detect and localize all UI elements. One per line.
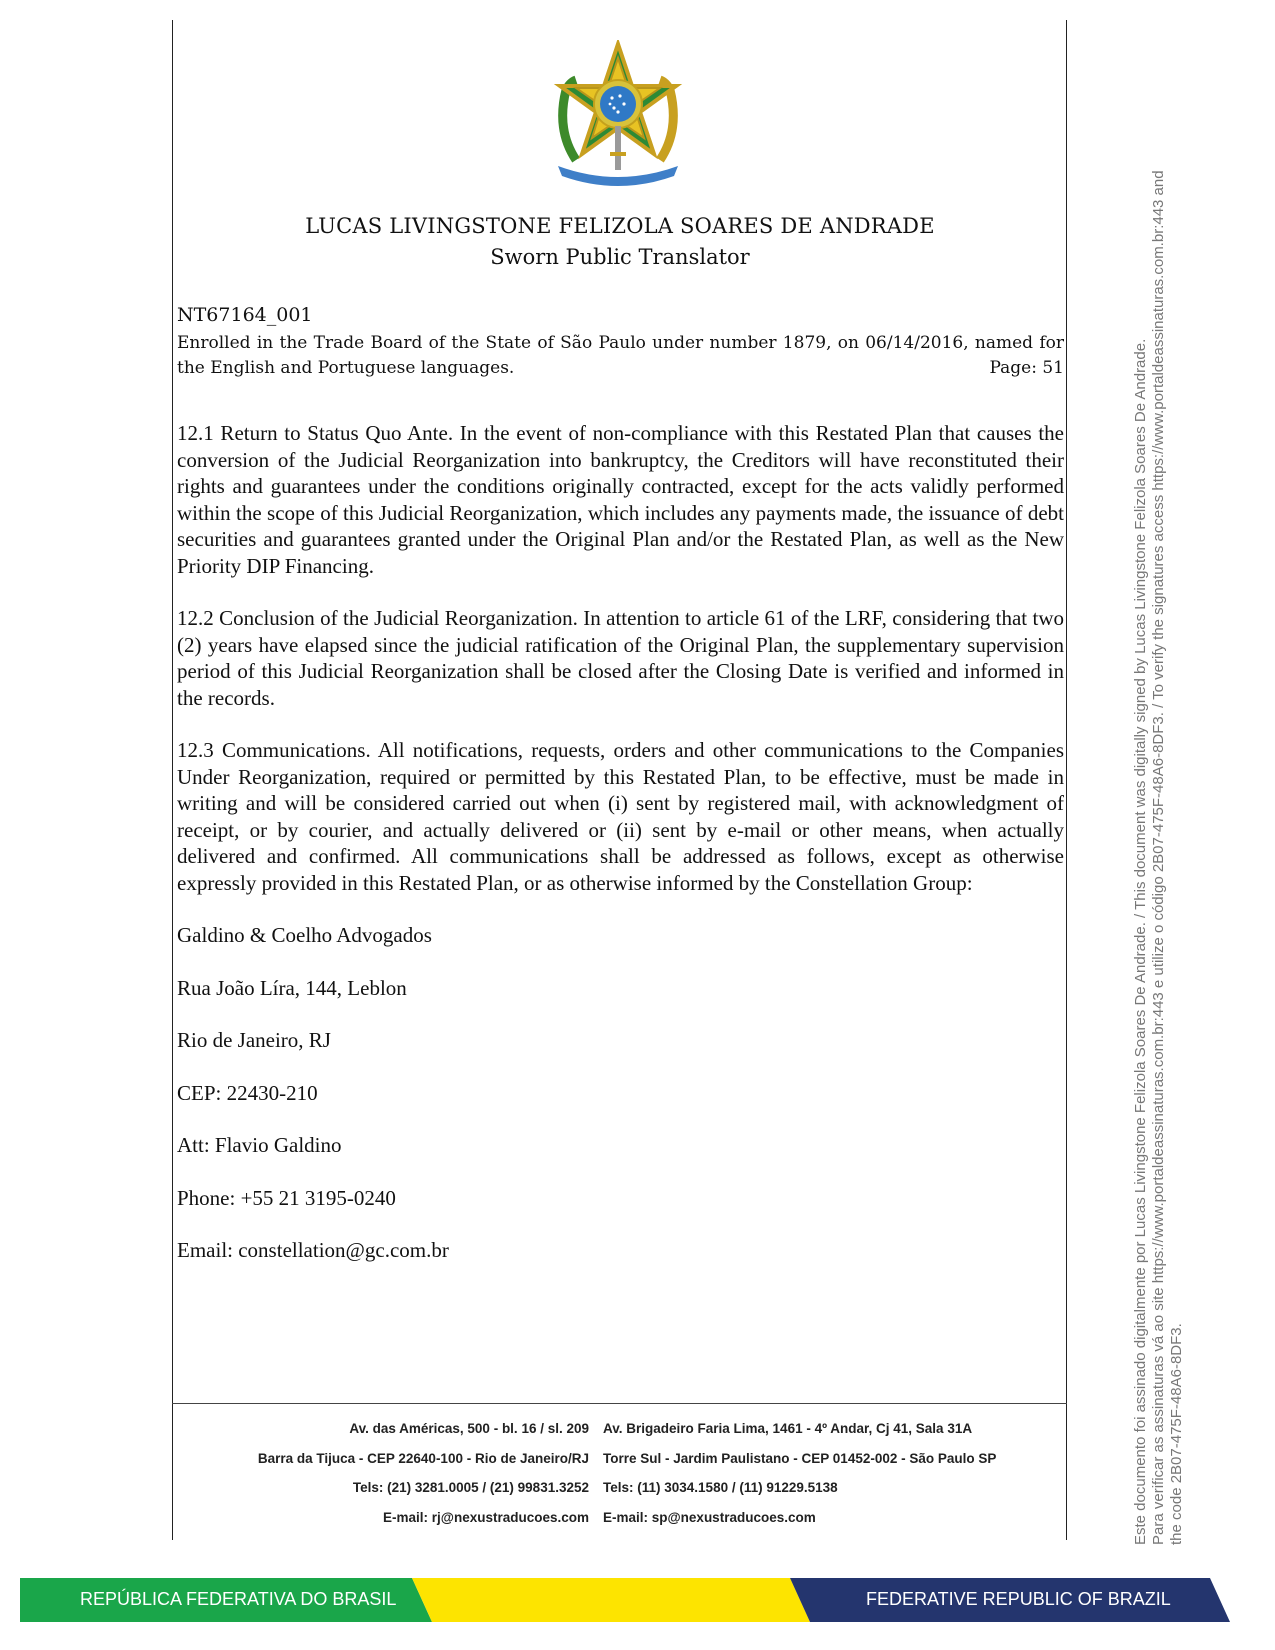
paragraph-12-3: 12.3 Communications. All notifications, requests, orders and other communications to the Companies Under Reorganization, required or permitted by this Restated Plan, to be effective, must be made in writing and will be considered carried out when (i) sent by registered mail, with acknowledgment of receipt, or by courier, and actually delivered or (ii) sent by e-mail or other means, when actually delivered and confirmed. All communications shall be addressed as follows, except as otherwise expressly provided in this Restated Plan, or as otherwise informed by the Constellation Group: (177, 738, 1064, 895)
address-postal-code: CEP: 22430-210 (177, 1080, 318, 1105)
rio-phones: Tels: (21) 3281.0005 / (21) 99831.3252 (352, 1480, 589, 1495)
sao-paulo-office (603, 1414, 1063, 1532)
sp-phones: Tels: (11) 3034.1580 / (11) 91229.5138 (603, 1480, 838, 1495)
paragraph-12-1: 12.1 Return to Status Quo Ante. In the event of non-compliance with this Restated Plan that causes the conversion of the Judicial Reorganization into bankruptcy, the Creditors will have reconstituted their rights and guarantees under the conditions originally contracted, except for the acts validly performed within the scope of this Judicial Reorganization, which includes any payments made, the issuance of debt securities and guarantees granted under the Original Plan and/or the Restated Plan, as well as the New Priority DIP Financing. (177, 421, 1064, 578)
footer-divider (172, 1403, 1067, 1404)
sp-address: Av. Brigadeiro Faria Lima, 1461 - 4º Andar, Cj 41, Sala 31A (603, 1421, 973, 1436)
brazil-coat-of-arms-icon (548, 40, 688, 186)
rio-office (175, 1414, 589, 1532)
enrollment-line (177, 331, 1064, 381)
signature-note-line-3: the code 2B07-475F-48A6-8DF3. (1168, 1323, 1185, 1545)
rio-address: Av. das Américas, 500 - bl. 16 / sl. 209 (349, 1421, 589, 1436)
page-border-right (1066, 20, 1067, 1540)
signature-note-line-1: Este documento foi assinado digitalmente por Lucas Livingstone Felizola Soares De Andrade. / This document was digitally signed by Lucas Livingstone Felizola Soares De Andrade. (1132, 338, 1149, 1545)
enrollment-text: Enrolled in the Trade Board of the State of São Paulo under number 1879, on 06/14/2016, named for the English and Portuguese languages. (177, 333, 1064, 378)
translator-role: Sworn Public Translator (490, 245, 750, 269)
sp-email: E-mail: sp@nexustraducoes.com (603, 1509, 816, 1525)
address-attention: Att: Flavio Galdino (177, 1133, 342, 1157)
signature-note-line-2: Para verificar as assinaturas vá ao site https://www.portaldeassinaturas.com.br:443 e utilize o código 2B07-475F-48A6-8DF3. / To verify the signatures access https://www.portaldeassinaturas.com.br:443 and (1150, 170, 1167, 1545)
document-code: NT67164_001 (177, 304, 313, 326)
digital-signature-note (1132, 0, 1186, 1545)
address-firm: Galdino & Coelho Advogados (177, 923, 432, 947)
rio-email: E-mail: rj@nexustraducoes.com (383, 1509, 589, 1525)
address-city: Rio de Janeiro, RJ (177, 1028, 331, 1052)
address-street: Rua João Líra, 144, Leblon (177, 975, 407, 1000)
document-body (177, 420, 1064, 1290)
page-number: Page: 51 (989, 358, 1064, 378)
banner-label-portuguese: REPÚBLICA FEDERATIVA DO BRASIL (80, 1589, 397, 1609)
address-phone: Phone: +55 21 3195-0240 (177, 1185, 396, 1210)
translator-name: LUCAS LIVINGSTONE FELIZOLA SOARES DE ANDRADE (305, 214, 935, 238)
banner-label-english: FEDERATIVE REPUBLIC OF BRAZIL (866, 1589, 1171, 1609)
paragraph-12-2: 12.2 Conclusion of the Judicial Reorganization. In attention to article 61 of the LRF, considering that two (2) years have elapsed since the judicial ratification of the Original Plan, the supplementary supervision period of this Judicial Reorganization shall be closed after the Closing Date is verified and informed in the records. (177, 606, 1064, 710)
page-border-left (172, 20, 173, 1540)
address-email: Email: constellation@gc.com.br (177, 1238, 449, 1262)
sp-district: Torre Sul - Jardim Paulistano - CEP 01452-002 - São Paulo SP (603, 1450, 997, 1466)
rio-district: Barra da Tijuca - CEP 22640-100 - Rio de Janeiro/RJ (257, 1450, 589, 1466)
